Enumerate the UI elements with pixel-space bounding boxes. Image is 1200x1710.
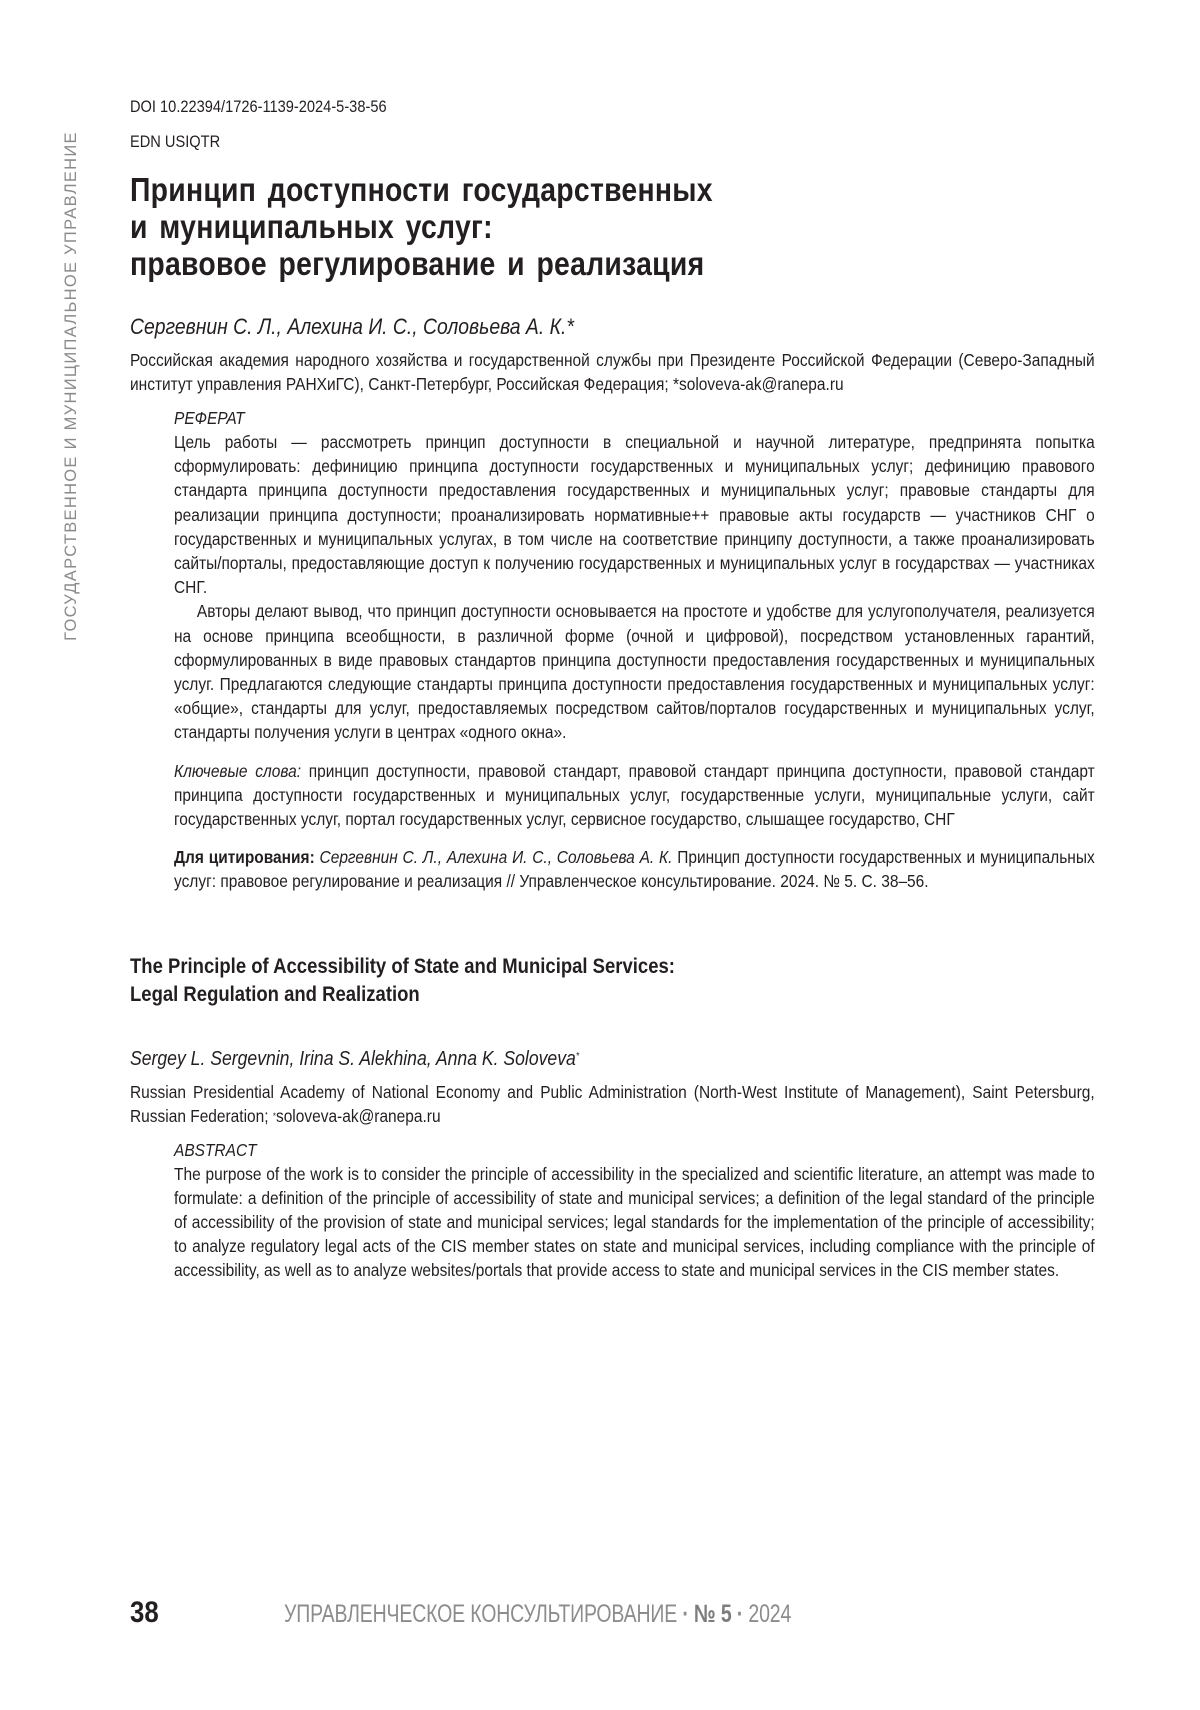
abstract-en-paragraph: The purpose of the work is to consider the principle of accessibility in the specialized and scientific literature, an attempt was made to formulate: a definition of the principle of accessibility of state and municipal services; a definition of the legal standard of the principle of accessibility of the provision of state and municipal services; legal standards for the implementation of the principle of accessibility; to analyze regulatory legal acts of the CIS member states on state and municipal services, including compliance with the principle of accessibility, as well as to analyze websites/portals that provide access to state and municipal services in the CIS member states. [174,1163,1095,1281]
title-ru-line: Принцип доступности государственных [130,171,713,208]
authors-en-names: Sergey L. Sergevnin, Irina S. Alekhina, Anna K. Soloveva [130,1047,576,1070]
title-en [130,952,1126,1008]
abstract-en-label: ABSTRACT [174,1139,257,1160]
separator-dot: · [682,1600,689,1628]
abstract-ru-paragraph: Цель работы — рассмотреть принцип доступности в специальной и научной литературе, предпринята попытка сформулировать: дефиницию принципа доступности государственных и муниципальных услуг; дефиницию правового стандарта принципа доступности предоставления государственных и муниципальных услуг; правовые стандарты для реализации принципа доступности; проанализировать нормативные++ правовые акты государств — участников СНГ о государственных и муниципальных услугах, в том числе на соответствие принципу доступности, а также проанализировать сайты/порталы, предоставляющие доступ к получению государственных и муниципальных услуг в государствах — участниках СНГ. [174,432,1095,598]
title-ru [130,171,1126,282]
title-en-line: Legal Regulation and Realization [130,981,420,1006]
title-ru-line: и муниципальных услуг: [130,208,493,245]
citation-label: Для цитирования: [174,847,315,868]
issue-number: № 5 [693,1600,732,1628]
journal-footer [284,1600,791,1629]
page-footer [130,1596,1130,1636]
doi[interactable]: DOI 10.22394/1726-1139-2024-5-38-56 [130,97,387,116]
page-number: 38 [130,1596,159,1629]
article-header [130,96,1095,1283]
corresponding-mark: * [575,1050,580,1062]
journal-name: УПРАВЛЕНЧЕСКОЕ КОНСУЛЬТИРОВАНИЕ [284,1600,678,1628]
authors-en [130,1046,1098,1072]
abstract-ru-label: РЕФЕРАТ [174,408,245,428]
authors-ru: Сергевнин С. Л., Алехина И. С., Соловьева А. К.* [130,314,574,339]
keywords-label: Ключевые слова: [174,760,302,781]
keywords-ru [174,759,1095,832]
journal-section-label: ГОСУДАРСТВЕННОЕ И МУНИЦИПАЛЬНОЕ УПРАВЛЕНИЕ [62,131,80,641]
title-en-line: The Principle of Accessibility of State and Municipal Services: [130,953,675,978]
citation-authors: Сергевнин С. Л., Алехина И. С., Соловьева А. К. [314,847,673,868]
email-link[interactable]: soloveva-ak@ranepa.ru [275,1105,441,1126]
citation-ru [174,845,1095,893]
abstract-en [174,1138,1095,1283]
keywords-text: принцип доступности, правовой стандарт, правовой стандарт принципа доступности, правовой стандарт принципа доступности государственных и муниципальных услуг, государственные услуги, муниципальные услуги, сайт государственных услуг, портал государственных услуг, сервисное государство, слышащее государство, СНГ [174,760,1095,830]
separator-dot: · [736,1600,744,1628]
edn: EDN USIQTR [130,132,221,151]
affiliation-en-text: Russian Presidential Academy of National Economy and Public Administration (North-West Institute of Management), Saint Petersburg, Russian Federation; [130,1081,1095,1126]
abstract-ru-paragraph: Авторы делают вывод, что принцип доступности основывается на простоте и удобстве для услугополучателя, реализуется на основе принципа всеобщности, в различной форме (очной и цифровой), посредством установленных гарантий, сформулированных в виде правовых стандартов принципа доступности предоставления государственных и муниципальных услуг. Предлагаются следующие стандарты принципа доступности предоставления государственных и муниципальных услуг: «общие», стандарты для услуг, предоставляемых посредством сайтов/порталов государственных и муниципальных услуг, стандарты получения услуги в центрах «одного окна». [174,601,1095,743]
affiliation-ru: Российская академия народного хозяйства и государственной службы при Президенте Российской Федерации (Северо-Западный институт управления РАНХиГС), Санкт-Петербург, Российская Федерация; *soloveva-ak@ranepa.ru [130,350,1095,394]
title-ru-line: правовое регулирование и реализация [130,245,705,282]
corresponding-mark: * [272,1110,276,1121]
affiliation-en [130,1080,1095,1128]
abstract-ru [174,406,1095,894]
journal-year: 2024 [748,1600,792,1628]
citation-text: Принцип доступности государственных и муниципальных услуг: правовое регулирование и реализация // Управленческое консультирование. 2024. № 5. С. 38–56. [174,847,1095,892]
